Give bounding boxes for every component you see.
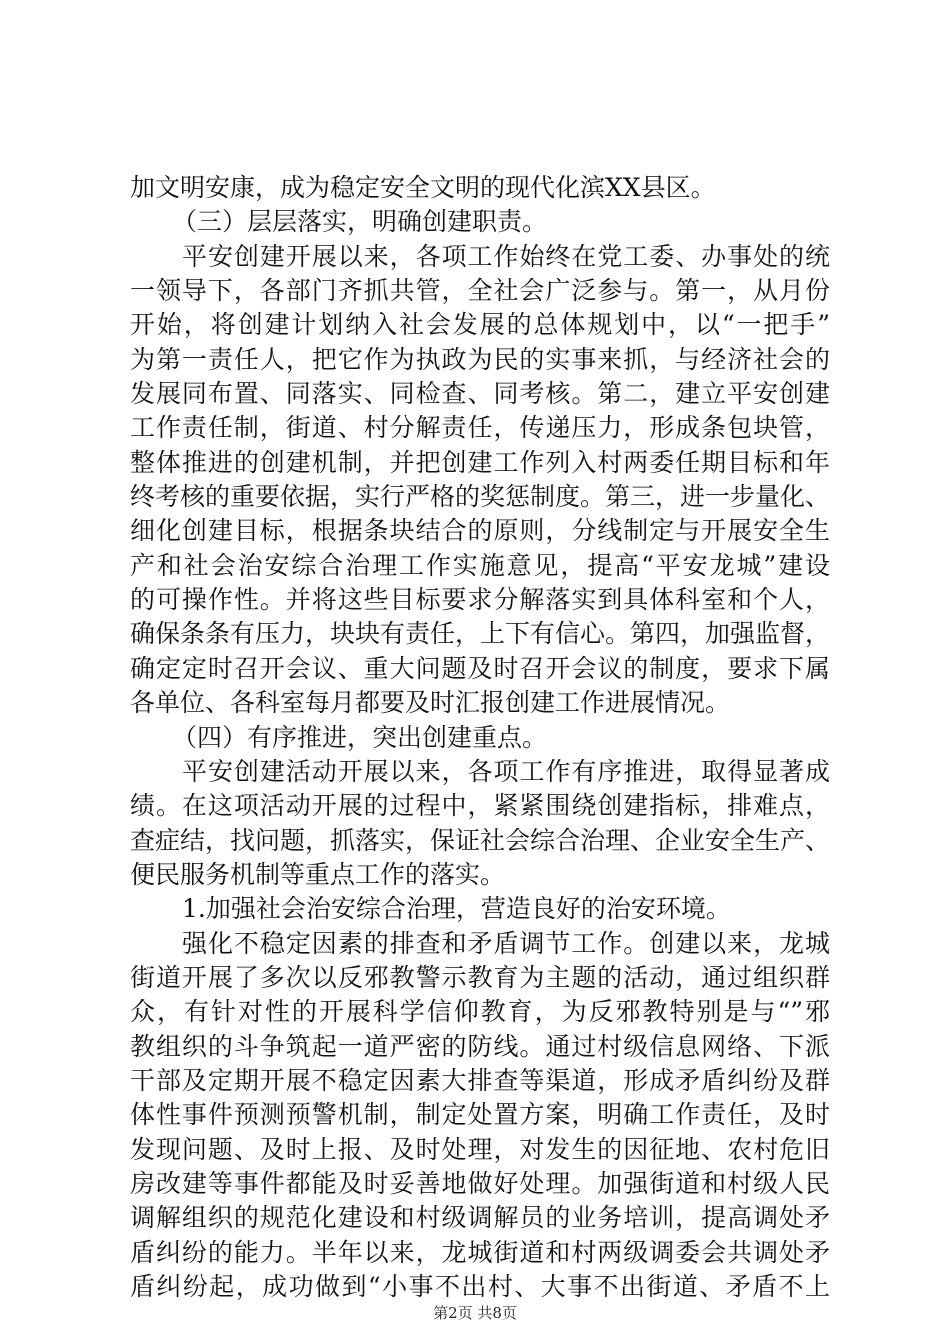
paragraph-line: 确保条条有压力，块块有责任，上下有信心。第四，加强监督，: [130, 619, 830, 649]
paragraph-line: 工作责任制，街道、村分解责任，传递压力，形成条包块管，: [130, 413, 830, 443]
paragraph-line: 确定定时召开会议、重大问题及时召开会议的制度，要求下属: [130, 653, 830, 683]
paragraph-line: 平安创建开展以来，各项工作始终在党工委、办事处的统: [182, 241, 830, 271]
paragraph-line: 的可操作性。并将这些目标要求分解落实到具体科室和个人，: [130, 585, 830, 615]
paragraph-line: 产和社会治安综合治理工作实施意见，提高“平安龙城”建设: [130, 550, 830, 580]
document-body: [130, 171, 830, 1304]
paragraph-line: 调解组织的规范化建设和村级调解员的业务培训，提高调处矛: [130, 1203, 830, 1233]
paragraph-line: 干部及定期开展不稳定因素大排查等渠道，形成矛盾纠纷及群: [130, 1065, 830, 1095]
paragraph-line: 一领导下，各部门齐抓共管，全社会广泛参与。第一，从月份: [130, 276, 830, 306]
paragraph-line: 查症结，找问题，抓落实，保证社会综合治理、企业安全生产、: [130, 825, 830, 855]
paragraph-line: 便民服务机制等重点工作的落实。: [130, 859, 506, 889]
paragraph-line: 盾纠纷的能力。半年以来，龙城街道和村两级调委会共调处矛: [130, 1237, 830, 1267]
paragraph-line: 强化不稳定因素的排查和矛盾调节工作。创建以来，龙城: [182, 928, 830, 958]
section-heading: （四）有序推进，突出创建重点。: [172, 722, 548, 752]
paragraph-line: 开始，将创建计划纳入社会发展的总体规划中，以“一把手”: [130, 310, 830, 340]
paragraph-line: 加文明安康，成为稳定安全文明的现代化滨XX县区。: [130, 173, 716, 202]
paragraph-line: 终考核的重要依据，实行严格的奖惩制度。第三，进一步量化、: [130, 482, 830, 512]
paragraph-line: 房改建等事件都能及时妥善地做好处理。加强街道和村级人民: [130, 1168, 830, 1198]
paragraph-line: 各单位、各科室每月都要及时汇报创建工作进展情况。: [130, 688, 731, 718]
paragraph-line: 发现问题、及时上报、及时处理，对发生的因征地、农村危旧: [130, 1134, 830, 1164]
paragraph-line: 绩。在这项活动开展的过程中，紧紧围绕创建指标，排难点，: [130, 791, 830, 821]
paragraph-line: 盾纠纷起，成功做到“小事不出村、大事不出街道、矛盾不上: [130, 1272, 830, 1301]
paragraph-line: 发展同布置、同落实、同检查、同考核。第二，建立平安创建: [130, 379, 830, 409]
paragraph-line: 体性事件预测预警机制，制定处置方案，明确工作责任，及时: [130, 1100, 830, 1130]
paragraph-line: 平安创建活动开展以来，各项工作有序推进，取得显著成: [182, 756, 830, 786]
subsection-heading: 1.加强社会治安综合治理，营造良好的治安环境。: [182, 894, 731, 924]
section-heading: （三）层层落实，明确创建职责。: [172, 207, 548, 237]
page-number-footer: 第2页 共8页: [433, 1304, 517, 1322]
paragraph-line: 细化创建目标，根据条块结合的原则，分线制定与开展安全生: [130, 516, 830, 546]
paragraph-line: 众，有针对性的开展科学信仰教育，为反邪教特别是与“”邪: [130, 997, 830, 1027]
paragraph-line: 教组织的斗争筑起一道严密的防线。通过村级信息网络、下派: [130, 1031, 830, 1061]
paragraph-line: 整体推进的创建机制，并把创建工作列入村两委任期目标和年: [130, 447, 830, 477]
paragraph-line: 为第一责任人，把它作为执政为民的实事来抓，与经济社会的: [130, 344, 830, 374]
paragraph-line: 街道开展了多次以反邪教警示教育为主题的活动，通过组织群: [130, 962, 830, 992]
